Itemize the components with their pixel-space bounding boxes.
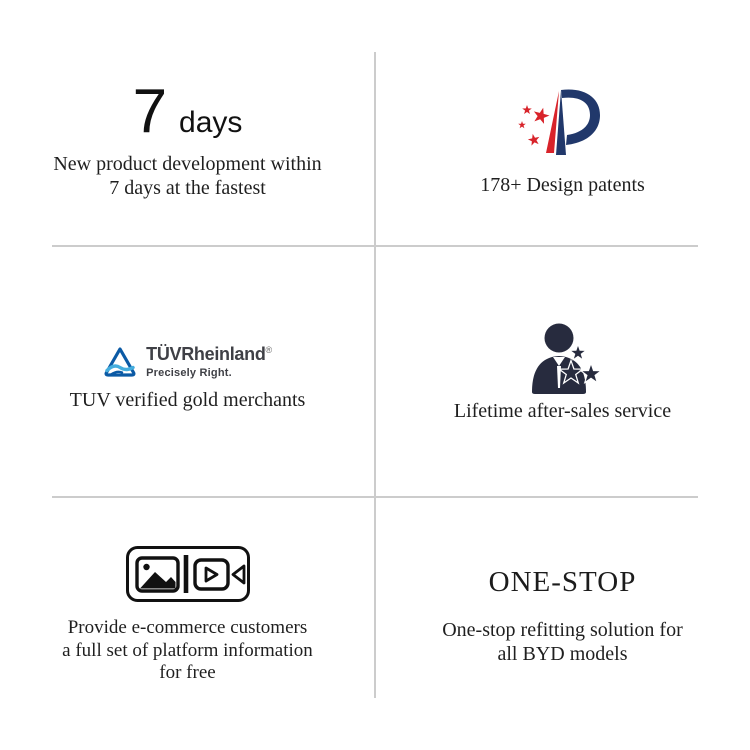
customer-stars-icon bbox=[518, 322, 608, 394]
image-dot bbox=[143, 564, 149, 570]
red-stars bbox=[518, 105, 551, 146]
play-triangle bbox=[206, 568, 217, 581]
feature-design-patents bbox=[375, 0, 750, 246]
dev-speed-unit: days bbox=[179, 106, 243, 140]
tuv-caption: TUV verified gold merchants bbox=[69, 389, 306, 412]
tuv-tagline: Precisely Right. bbox=[146, 367, 232, 380]
dev-speed-number: 7 bbox=[132, 77, 168, 147]
person-head bbox=[544, 324, 573, 353]
feature-dev-speed bbox=[0, 0, 375, 246]
caption-line: One-stop refitting solution for bbox=[442, 619, 683, 642]
patents-caption: 178+ Design patents bbox=[480, 173, 645, 196]
dev-speed-headline bbox=[132, 77, 243, 147]
tuv-brand-line bbox=[146, 345, 272, 365]
grid-divider-vertical bbox=[374, 52, 376, 698]
tuv-wordmark bbox=[146, 345, 272, 379]
one-stop-headline: ONE-STOP bbox=[488, 566, 637, 599]
dev-speed-caption bbox=[53, 153, 321, 200]
p-bowl bbox=[561, 89, 600, 144]
tuv-brand-text: TÜVRheinland bbox=[146, 344, 266, 365]
feature-aftersales bbox=[375, 246, 750, 497]
feature-tuv bbox=[0, 246, 375, 497]
camera-horn bbox=[233, 566, 244, 583]
aftersales-caption: Lifetime after-sales service bbox=[453, 400, 672, 423]
feature-media-info bbox=[0, 497, 375, 750]
patent-p-logo-icon bbox=[515, 88, 611, 160]
caption-line: Provide e-commerce customers bbox=[67, 617, 308, 639]
feature-one-stop bbox=[375, 497, 750, 750]
image-video-icon bbox=[126, 546, 250, 603]
image-mountain bbox=[140, 572, 176, 589]
one-stop-caption bbox=[442, 619, 683, 666]
caption-line: for free bbox=[159, 662, 216, 684]
caption-line: New product development within bbox=[53, 153, 322, 176]
video-frame bbox=[195, 560, 228, 589]
media-caption bbox=[62, 617, 313, 684]
registered-mark: ® bbox=[265, 345, 272, 356]
caption-line: all BYD models bbox=[497, 643, 628, 665]
caption-line: 7 days at the fastest bbox=[109, 177, 266, 199]
tuv-triangle-icon bbox=[103, 346, 137, 378]
grid-divider-horizontal-1 bbox=[52, 245, 698, 247]
grid-divider-horizontal-2 bbox=[52, 496, 698, 498]
caption-line: a full set of platform information bbox=[62, 639, 313, 661]
tuv-logo bbox=[103, 345, 272, 379]
